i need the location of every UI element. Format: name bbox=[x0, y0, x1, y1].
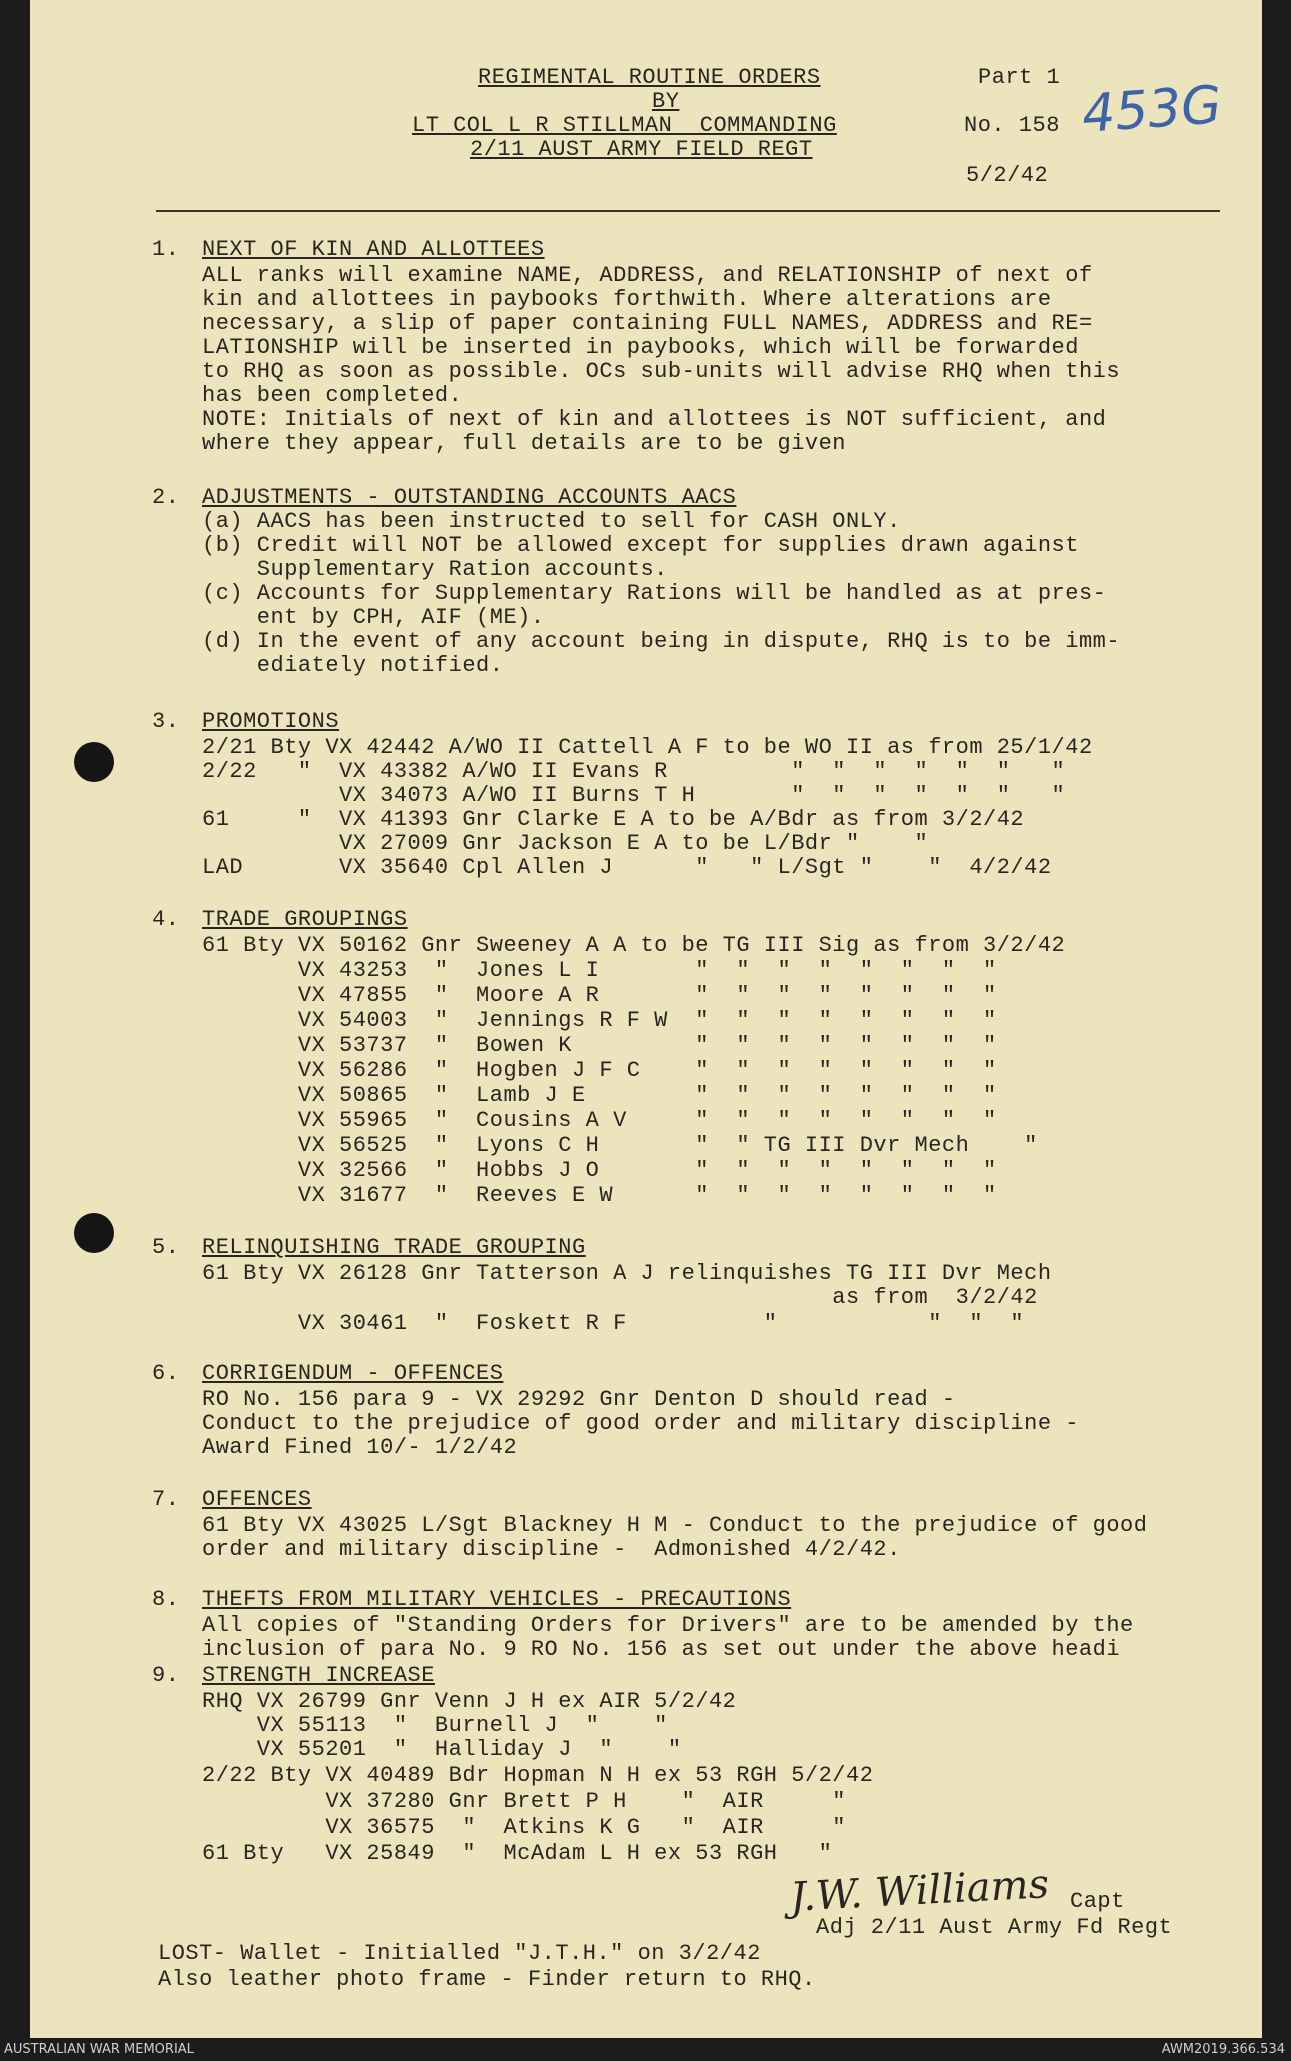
body-line: ent by CPH, AIF (ME). bbox=[202, 605, 545, 630]
body-line: VX 56286 " Hogben J F C " " " " " " " " bbox=[202, 1058, 997, 1083]
body-line: 61 Bty VX 25849 " McAdam L H ex 53 RGH " bbox=[202, 1841, 833, 1866]
body-line: as from 3/2/42 bbox=[202, 1285, 1038, 1310]
footer-right: AWM2019.366.534 bbox=[1161, 2042, 1285, 2057]
body-line: (d) In the event of any account being in dispute, RHQ is to be imm- bbox=[202, 629, 1121, 654]
body-line: VX 37280 Gnr Brett P H " AIR " bbox=[202, 1789, 847, 1814]
body-line: VX 55113 " Burnell J " " bbox=[202, 1713, 668, 1738]
body-line: Award Fined 10/- 1/2/42 bbox=[202, 1435, 518, 1460]
body-line: (c) Accounts for Supplementary Rations will be handled as at pres- bbox=[202, 581, 1107, 606]
body-line: VX 27009 Gnr Jackson E A to be L/Bdr " " bbox=[202, 831, 929, 856]
body-line: VX 56525 " Lyons C H " " TG III Dvr Mech " bbox=[202, 1133, 1038, 1158]
body-line: VX 54003 " Jennings R F W " " " " " " " " bbox=[202, 1008, 997, 1033]
document-page bbox=[30, 0, 1262, 2038]
section-number: 3. bbox=[152, 709, 180, 734]
header-date: 5/2/42 bbox=[966, 163, 1049, 188]
section-heading: THEFTS FROM MILITARY VEHICLES - PRECAUTIONS bbox=[202, 1587, 792, 1612]
body-line: ALL ranks will examine NAME, ADDRESS, and RELATIONSHIP of next of bbox=[202, 263, 1093, 288]
section-number: 2. bbox=[152, 485, 180, 510]
body-line: All copies of "Standing Orders for Drivers" are to be amended by the bbox=[202, 1613, 1134, 1638]
section-heading: STRENGTH INCREASE bbox=[202, 1663, 435, 1688]
punch-hole-bottom bbox=[74, 1213, 114, 1253]
body-line: inclusion of para No. 9 RO No. 156 as set out under the above headi bbox=[202, 1637, 1121, 1662]
header-part: Part 1 bbox=[978, 65, 1061, 90]
body-line: RHQ VX 26799 Gnr Venn J H ex AIR 5/2/42 bbox=[202, 1689, 737, 1714]
body-line: VX 50865 " Lamb J E " " " " " " " " bbox=[202, 1083, 997, 1108]
section-heading: PROMOTIONS bbox=[202, 709, 340, 734]
signature: J.W. Williams bbox=[788, 1861, 1051, 1921]
header-number: No. 158 bbox=[964, 113, 1060, 138]
body-line: to RHQ as soon as possible. OCs sub-units will advise RHQ when this bbox=[202, 359, 1121, 384]
header-unit: 2/11 AUST ARMY FIELD REGT bbox=[470, 137, 813, 162]
body-line: Conduct to the prejudice of good order and military discipline - bbox=[202, 1411, 1079, 1436]
body-line: VX 31677 " Reeves E W " " " " " " " " bbox=[202, 1183, 997, 1208]
header-by: BY bbox=[652, 89, 680, 114]
lost-notice-line1: LOST- Wallet - Initialled "J.T.H." on 3/2/42 bbox=[158, 1941, 761, 1966]
header-divider bbox=[156, 210, 1220, 212]
body-line: VX 34073 A/WO II Burns T H " " " " " " " bbox=[202, 783, 1066, 808]
section-heading: CORRIGENDUM - OFFENCES bbox=[202, 1361, 504, 1386]
body-line: (b) Credit will NOT be allowed except for supplies drawn against bbox=[202, 533, 1079, 558]
body-line: VX 55201 " Halliday J " " bbox=[202, 1737, 682, 1762]
signature-rank: Capt bbox=[1070, 1889, 1125, 1914]
body-line: VX 30461 " Foskett R F " " " " bbox=[202, 1311, 1025, 1336]
body-line: has been completed. bbox=[202, 383, 463, 408]
signature-title: Adj 2/11 Aust Army Fd Regt bbox=[816, 1915, 1173, 1940]
body-line: necessary, a slip of paper containing FULL NAMES, ADDRESS and RE= bbox=[202, 311, 1093, 336]
body-line: LATIONSHIP will be inserted in paybooks, which will be forwarded bbox=[202, 335, 1079, 360]
section-number: 5. bbox=[152, 1235, 180, 1260]
section-heading: TRADE GROUPINGS bbox=[202, 907, 408, 932]
body-line: 61 Bty VX 26128 Gnr Tatterson A J relinquishes TG III Dvr Mech bbox=[202, 1261, 1052, 1286]
punch-hole-top bbox=[74, 742, 114, 782]
body-line: VX 36575 " Atkins K G " AIR " bbox=[202, 1815, 847, 1840]
section-number: 7. bbox=[152, 1487, 180, 1512]
body-line: VX 55965 " Cousins A V " " " " " " " " bbox=[202, 1108, 997, 1133]
body-line: 2/21 Bty VX 42442 A/WO II Cattell A F to be WO II as from 25/1/42 bbox=[202, 735, 1093, 760]
body-line: VX 43253 " Jones L I " " " " " " " " bbox=[202, 958, 997, 983]
body-line: NOTE: Initials of next of kin and allottees is NOT sufficient, and bbox=[202, 407, 1107, 432]
header-commanding: LT COL L R STILLMAN COMMANDING bbox=[412, 113, 837, 138]
section-number: 4. bbox=[152, 907, 180, 932]
section-number: 8. bbox=[152, 1587, 180, 1612]
section-heading: ADJUSTMENTS - OUTSTANDING ACCOUNTS AACS bbox=[202, 485, 737, 510]
body-line: (a) AACS has been instructed to sell for CASH ONLY. bbox=[202, 509, 901, 534]
body-line: VX 47855 " Moore A R " " " " " " " " bbox=[202, 983, 997, 1008]
body-line: VX 53737 " Bowen K " " " " " " " " bbox=[202, 1033, 997, 1058]
body-line: LAD VX 35640 Cpl Allen J " " L/Sgt " " 4/2/42 bbox=[202, 855, 1052, 880]
body-line: where they appear, full details are to be given bbox=[202, 431, 847, 456]
lost-notice-line2: Also leather photo frame - Finder return to RHQ. bbox=[158, 1967, 816, 1992]
section-heading: OFFENCES bbox=[202, 1487, 312, 1512]
section-number: 1. bbox=[152, 237, 180, 262]
section-number: 6. bbox=[152, 1361, 180, 1386]
body-line: 61 " VX 41393 Gnr Clarke E A to be A/Bdr as from 3/2/42 bbox=[202, 807, 1025, 832]
body-line: VX 32566 " Hobbs J O " " " " " " " " bbox=[202, 1158, 997, 1183]
body-line: 2/22 Bty VX 40489 Bdr Hopman N H ex 53 RGH 5/2/42 bbox=[202, 1763, 874, 1788]
body-line: 61 Bty VX 50162 Gnr Sweeney A A to be TG III Sig as from 3/2/42 bbox=[202, 933, 1066, 958]
body-line: Supplementary Ration accounts. bbox=[202, 557, 668, 582]
section-number: 9. bbox=[152, 1663, 180, 1688]
body-line: 2/22 " VX 43382 A/WO II Evans R " " " " " " " bbox=[202, 759, 1066, 784]
footer-left: AUSTRALIAN WAR MEMORIAL bbox=[4, 2042, 194, 2057]
body-line: kin and allottees in paybooks forthwith. Where alterations are bbox=[202, 287, 1052, 312]
body-line: order and military discipline - Admonished 4/2/42. bbox=[202, 1537, 901, 1562]
handwritten-reference: 453G bbox=[1080, 75, 1224, 145]
header-title: REGIMENTAL ROUTINE ORDERS bbox=[478, 65, 821, 90]
section-heading: RELINQUISHING TRADE GROUPING bbox=[202, 1235, 586, 1260]
body-line: ediately notified. bbox=[202, 653, 504, 678]
body-line: RO No. 156 para 9 - VX 29292 Gnr Denton D should read - bbox=[202, 1387, 956, 1412]
body-line: 61 Bty VX 43025 L/Sgt Blackney H M - Conduct to the prejudice of good bbox=[202, 1513, 1148, 1538]
section-heading: NEXT OF KIN AND ALLOTTEES bbox=[202, 237, 545, 262]
